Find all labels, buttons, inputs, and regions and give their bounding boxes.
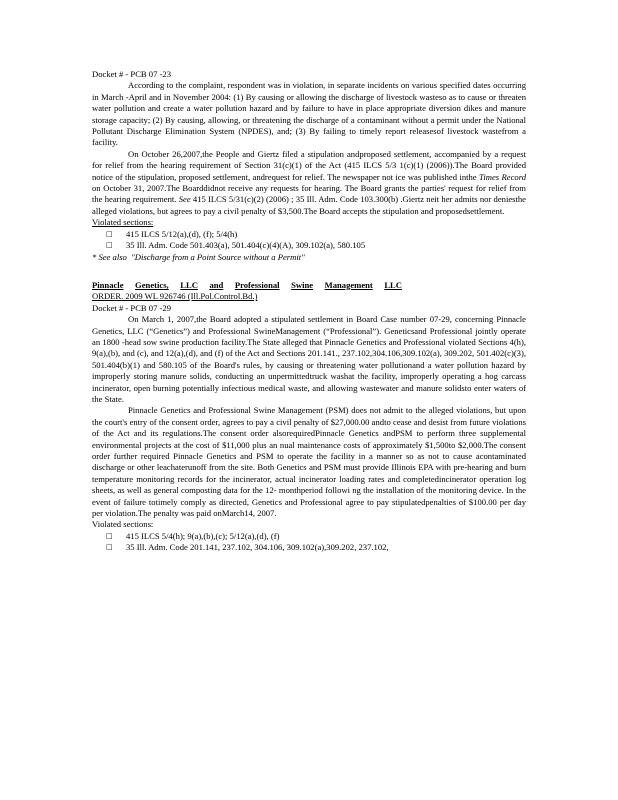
- case-heading: Pinnacle Genetics, LLC and Professional Swine Management LLC: [92, 279, 402, 290]
- square-bullet-icon: □: [106, 229, 113, 238]
- list-item: □ 35 Ill. Adm. Code 501.403(a), 501.404(c)(4)(A), 309.102(a), 580.105: [106, 240, 366, 251]
- list-item: □ 415 ILCS 5/12(a),(d), (f); 5/4(h): [106, 228, 238, 239]
- document-page: [92, 69, 526, 554]
- violated-sections-label: Violated sections:: [92, 217, 154, 228]
- complaint-paragraph: According to the complaint, respondent was in violation, in separate incidents on various specified dates occurring in March -April and in November 2004: (1) By causing or allowing the discharge of livestock wasteso as to cause or threaten water pollution and create a water pollution hazard and by failure to have in place appropriate diversion dikes and manure storage capacity; (2) By causing, allowing, or threatening the discharge of a contaminant without a permit under the National Pollutant Discharge Elimination System (NPDES), and; (3) By failing to timely report releasesof livestock wastefrom a facility.: [92, 80, 526, 148]
- docket-number: Docket # - PCB 07 -23: [92, 69, 172, 79]
- settlement-paragraph: On October 26,2007,the People and Giertz filed a stipulation andproposed settlement, accompanied by a request for relief from the hearing requirement of Section 31(c)(1) of the Act (415 ILCS 5/3 1(c)(1) (2006)).The Board provided notice of the stipulation, proposed settlement, andrequest for relief. The newspaper not ice was published inthe Times Record on October 31, 2007.The Boarddidnot receive any requests for hearing. The Board grants the parties' request for relief from the hearing requirement. See 415 ILCS 5/31(c)(2) (2006) ; 35 Ill. Adm. Code 103.300(b) .Giertz neit her admits nor deniesthe alleged violations, but agrees to pay a civil penalty of $3,500.The Board accepts the stipulation and proposedsettlement.: [92, 148, 527, 216]
- violated-sections-label: Violated sections:: [92, 519, 154, 530]
- consent-order-paragraph: Pinnacle Genetics and Professional Swine Management (PSM) does not admit to the alleged violations, but upon the court's entry of the consent order, agrees to pay a civil penalty of $27,000.00 andto cease and desist from future violations of the Act and its regulations.The consent order alsorequiredPinnacle Genetics andPSM to perform three supplemental environmental projects at the cost of $11,000 plus an nual maintenance costs of approximately $1,500to $2,000.The consent order further required Pinnacle Genetics and PSM to operate the facility in a manner so as not to cause acontaminated discharge or other leachaterunoff from the site. Both Genetics and PSM must provide Illinois EPA with pre-hearing and burn temperature monitoring records for the incinerator, actual incinerator loading rates and completedincinerator operation log sheets, as well as general composting data for the 12- monthperiod followi ng the installation of the monitoring device. In the event of failure totimely comply as directed, Genetics and Professional agree to pay stipulatedpenalties of $100.00 per day per violation.The penalty was paid onMarch14, 2007.: [92, 405, 526, 519]
- section-divider: [92, 263, 526, 280]
- list-item: □ 35 Ill. Adm. Code 201.141, 237.102, 304.106, 309.102(a),309.202, 237.102,: [106, 542, 389, 553]
- see-also-reference: * See also "Discharge from a Point Source without a Permit": [92, 251, 305, 262]
- square-bullet-icon: □: [106, 531, 113, 540]
- stipulation-paragraph: On March 1, 2007,the Board adopted a stipulated settlement in Board Case number 07-29, concerning Pinnacle Genetics, LLC (“Genetics”) and Professional SwineManagement (“Professional”). Geneticsand Professional jointly operate an 1800 -head sow swine production facility.The State alleged that Pinnacle Genetics and Professional violated Sections 4(h), 9(a),(b), and (c), and 12(a),(d), and (f) of the Act and Sections 201.141., 237.102,304.106,309.102(a), 309.202, 501.402(c)(3), 501.404(b)(1) and 580.105 of the Board's rules, by causing or threatening water pollutionand a water pollution hazard by improperly storing manure solids, conducting an unpermittedtruck washat the facility, improperly operating a hog carcass incinerator, open burning potentially infectious medical waste, and allowing wastewater and manure solidsto enter waters of the State.: [92, 314, 526, 404]
- docket-number: Docket # - PCB 07 -29: [92, 302, 172, 313]
- square-bullet-icon: □: [106, 543, 113, 552]
- case-citation: ORDER. 2009 WL 926746 (Ill.Pol.Control.Bd.): [92, 291, 258, 302]
- list-item: □ 415 ILCS 5/4(h); 9(a),(b),(c); 5/12(a),(d), (f): [106, 530, 280, 541]
- square-bullet-icon: □: [106, 241, 113, 250]
- newspaper-title: Times Record: [479, 171, 527, 182]
